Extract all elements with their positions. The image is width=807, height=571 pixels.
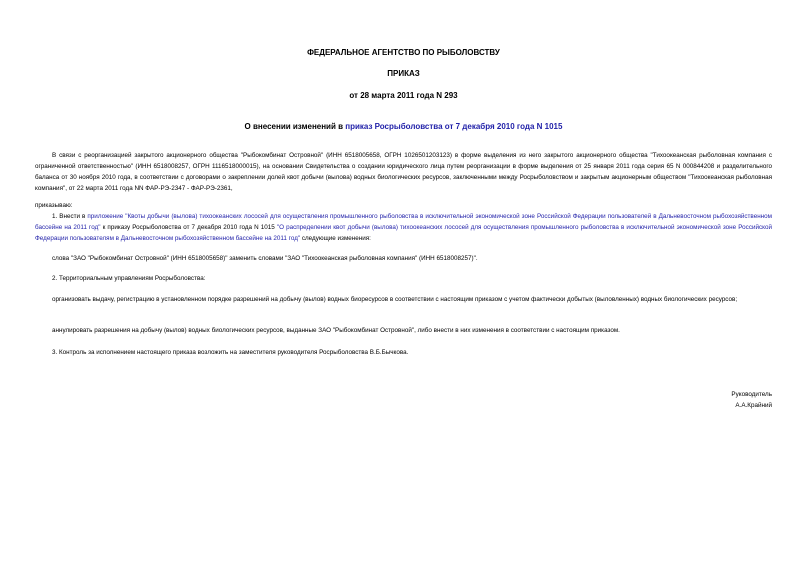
- signature-position: Руководитель: [731, 391, 772, 398]
- signature-name: А.А.Крайний: [735, 402, 772, 409]
- title-prefix: О внесении изменений в: [244, 122, 346, 131]
- item-2-a-paragraph: организовать выдачу, регистрацию в установленном порядке разрешений на добычу (вылов) водных биоресурсов в соответствии с настоящим приказом с учетом фактически добытых (выловленных) водных биологических ресурсов;: [52, 296, 738, 303]
- item-1-appendix-link[interactable]: приложение "Квоты добычи (вылова) тихоокеанских лососей для осуществления промышленного рыболовства в исключительной экономической зоне Российской Федерации пользователей в Дальневосточном рыбохозяйственном бассейне на 2011 год": [35, 213, 772, 231]
- item-1-text-b: к приказу Росрыболовства от 7 декабря 2010 года N 1015: [100, 224, 277, 231]
- item-1-order-link[interactable]: "О распределении квот добычи (вылова) тихоокеанских лососей для осуществления промышленного рыболовства в исключительной экономической зоне Российской Федерации пользователям в Дальневосточном рыбохозяйственном бассейне на 2011 год": [35, 224, 772, 242]
- doc-type-heading: ПРИКАЗ: [387, 69, 420, 78]
- item-1-text-a: 1. Внести в: [52, 213, 88, 220]
- document-page: [35, 0, 772, 571]
- item-2-b-paragraph: аннулировать разрешения на добычу (вылов) водных биологических ресурсов, выданные ЗАО "Рыбокомбинат Островной", либо внести в них изменения в соответствии с настоящим приказом.: [52, 327, 620, 334]
- item-3-paragraph: 3. Контроль за исполнением настоящего приказа возложить на заместителя руководителя Росрыболовства В.Б.Бычкова.: [52, 349, 409, 356]
- agency-heading: ФЕДЕРАЛЬНОЕ АГЕНТСТВО ПО РЫБОЛОВСТВУ: [307, 48, 500, 57]
- item-2-paragraph: 2. Территориальным управлениям Росрыболовства:: [52, 275, 206, 282]
- replace-words-paragraph: слова "ЗАО "Рыбокомбинат Островной" (ИНН 6518005658)" заменить словами "ЗАО "Тихоокеанская рыболовная компания" (ИНН 6518008257)".: [52, 255, 478, 262]
- preamble-paragraph: В связи с реорганизацией закрытого акционерного общества "Рыбокомбинат Островной" (ИНН 6518005658, ОГРН 1026501203123) в форме выделения из него закрытого акционерного общества "Тихоокеанская рыболовная компания с ограниченной ответственностью" (ИНН 6518008257, ОГРН 1116518000015), на основании Свидетельства о создании юридического лица путем реорганизации в форме выделения от 25 января 2011 года серия 65 N 000844208 и разделительного баланса от 30 ноября 2010 года, в соответствии с договорами о закреплении долей квот добычи (вылова) водных биологических ресурсов, заключенными между Росрыболовством и закрытым акционерным обществом "Тихоокеанская рыболовная компания", от 22 марта 2011 года NN ФАР-РЭ-2347 - ФАР-РЭ-2361,: [35, 152, 773, 192]
- date-number-heading: от 28 марта 2011 года N 293: [349, 91, 458, 100]
- item-1-text-c: следующие изменения:: [300, 235, 371, 242]
- document-title: [35, 122, 772, 131]
- item-1-paragraph: [35, 211, 772, 244]
- title-link[interactable]: приказ Росрыболовства от 7 декабря 2010 года N 1015: [345, 122, 563, 131]
- order-word: приказываю:: [35, 202, 73, 209]
